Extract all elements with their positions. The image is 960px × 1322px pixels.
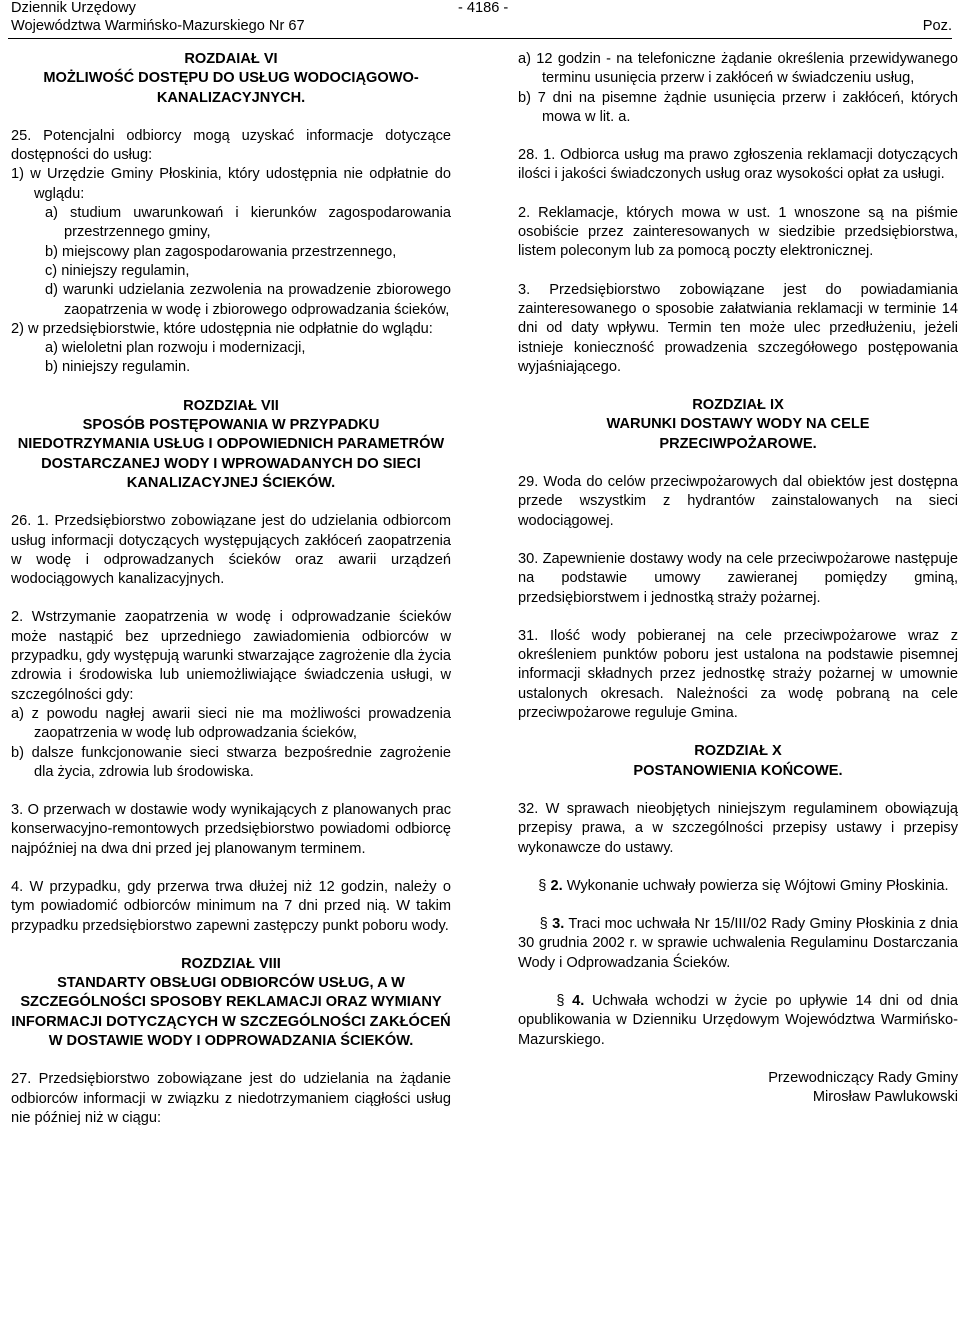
signature-name: Mirosław Pawlukowski (812, 1089, 958, 1106)
chapter-8-heading: STANDARTY OBSŁUGI ODBIORCÓW USŁUG, A W SZCZEGÓLNOŚCI SPOSOBY REKLAMACJI ORAZ WYMIANY INFORMACJI DOTYCZĄCYCH W SZCZEGÓLNOŚCI ZAKŁÓCEŃ W DOSTAWIE WODY I ODPROWADZANIA ŚCIEKÓW. (11, 975, 451, 1050)
paragraph-25-item-1c: c) niniejszy regulamin, (45, 262, 190, 279)
section-4 (518, 992, 958, 1050)
section-3-number: 3. (552, 916, 565, 933)
paragraph-26-2b: b) dalsze funkcjonowanie sieci stwarza bezpośrednie zagrożenie dla życia, zdrowia lub środowiska. (11, 744, 451, 780)
paragraph-31: 31. Ilość wody pobieranej na cele przeciwpożarowe wraz z określeniem punktów poboru jest ustalona na podstawie pisemnej informacji składnych przez jednostkę straży pożarnej w umownie ustalonych okresach. Należności za wodę pobraną na cele przeciwpożarowe reguluje Gmina. (518, 627, 958, 722)
section-sign-icon: § (518, 877, 551, 894)
paragraph-26-3: 3. O przerwach w dostawie wody wynikających z planowanych prac konserwacyjno-remontowych przedsiębiorstwo powiadomi odbiorcę najpóźniej na dwa dni przed jej planowanym terminem. (11, 802, 451, 857)
section-4-text: Uchwała wchodzi w życie po upływie 14 dni od dnia opublikowania w Dzienniku Urzędowym Województwa Warmińsko-Mazurskiego. (518, 992, 959, 1048)
paragraph-26-2: 2. Wstrzymanie zaopatrzenia w wodę i odprowadzanie ścieków może nastąpić bez uprzedniego zawiadomienia odbiorców w przypadku, gdy występują warunki stwarzające zagrożenie dla życia zdrowia i środowiska lub uniemożliwiające świadczenia usługi, w szczególności gdy: (11, 609, 451, 703)
paragraph-25-intro: 25. Potencjalni odbiorcy mogą uzyskać informacje dotyczące dostępności do usług: (11, 127, 451, 164)
paragraph-32: 32. W sprawach nieobjętych niniejszym regulaminem obowiązują przepisy prawa, a w szczególności przepisy ustawy i przepisy wykonawcze do ustawy. (518, 800, 958, 856)
chapter-10-title: ROZDZIAŁ X (694, 743, 782, 760)
paragraph-27b: b) 7 dni na pisemne żądnie usunięcia przerw i zakłóceń, których mowa w lit. a. (518, 89, 958, 125)
journal-name: Dziennik Urzędowy (11, 0, 136, 16)
page-header (0, 0, 960, 40)
signature-title: Przewodniczący Rady Gminy (768, 1069, 958, 1086)
paragraph-25-item-1a: a) studium uwarunkowań i kierunków zagospodarowania przestrzennego gminy, (45, 205, 451, 241)
paragraph-26-1: 26. 1. Przedsiębiorstwo zobowiązane jest do udzielania odbiorcom usług informacji dotyczących występujących zakłóceń zaopatrzenia w wodę i odprowadzanych ścieków oraz awarii urządzeń wodociągowych kanalizacyjnych. (11, 513, 451, 588)
section-sign-icon: § (518, 916, 553, 933)
paragraph-25-item-2: 2) w przedsiębiorstwie, które udostępnia nie odpłatnie do wglądu: (11, 320, 433, 337)
chapter-9-heading: WARUNKI DOSTAWY WODY NA CELE PRZECIWPOŻAROWE. (606, 416, 870, 452)
position-label: Poz. (922, 18, 952, 34)
paragraph-28-3: 3. Przedsiębiorstwo zobowiązane jest do powiadamiania zainteresowanego o sposobie załatwiania reklamacji w terminie 14 dni od daty wpływu. Termin ten może ulec przedłużeniu, jeżeli istnieje konieczność prowadzenia szczegółowego postępowania wyjaśniającego. (518, 281, 958, 375)
section-2-text: Wykonanie uchwały powierza się Wójtowi Gminy Płoskinia. (566, 877, 949, 894)
paragraph-26-4: 4. W przypadku, gdy przerwa trwa dłużej niż 12 godzin, należy o tym powiadomić odbiorców minimum na 7 dni przed nią. W takim przypadku przedsiębiorstwo zapewni zastępczy punkt poboru wody. (11, 878, 451, 934)
section-sign-icon: § (518, 992, 573, 1009)
header-rule (8, 38, 952, 39)
paragraph-27: 27. Przedsiębiorstwo zobowiązane jest do udzielania na żądanie odbiorców informacji w związku z niedotrzymaniem ciągłości usług nie później niż w ciągu: (11, 1071, 451, 1126)
paragraph-27a: a) 12 godzin - na telefoniczne żądanie określenia przewidywanego terminu usunięcia przerw i zakłóceń w świadczeniu usług, (518, 51, 958, 87)
chapter-6-heading-line-1: MOŻLIWOŚĆ DOSTĘPU DO USŁUG WODOCIĄGOWO- (43, 70, 419, 87)
paragraph-26-2a: a) z powodu nagłej awarii sieci nie ma możliwości prowadzenia zaopatrzenia w wodę lub odprowadzania ścieków, (11, 705, 451, 742)
journal-region: Województwa Warmińsko-Mazurskiego Nr 67 (11, 18, 305, 34)
paragraph-25-item-2b: b) niniejszy regulamin. (45, 359, 191, 376)
right-column (518, 50, 958, 1107)
chapter-6-heading-line-2: KANALIZACYJNYCH. (156, 89, 306, 106)
paragraph-28-1: 28. 1. Odbiorca usług ma prawo zgłoszenia reklamacji dotyczących ilości i jakości świadczonych usług oraz wysokości opłat za usługi. (518, 147, 958, 183)
left-column (11, 50, 451, 1128)
section-2-number: 2. (550, 877, 563, 894)
section-3 (518, 915, 958, 973)
paragraph-25-item-1d: d) warunki udzielania zezwolenia na prowadzenie zbiorowego zaopatrzenia w wodę i zbiorowego odprowadzania ścieków, (45, 282, 451, 318)
section-4-number: 4. (572, 992, 585, 1009)
chapter-7-title: ROZDZIAŁ VII (183, 397, 279, 414)
paragraph-25-item-1: 1) w Urzędzie Gminy Płoskinia, który udostępnia nie odpłatnie do wglądu: (11, 166, 451, 202)
chapter-10-heading: POSTANOWIENIA KOŃCOWE. (633, 762, 843, 779)
chapter-7-heading: SPOSÓB POSTĘPOWANIA W PRZYPADKU NIEDOTRZYMANIA USŁUG I ODPOWIEDNICH PARAMETRÓW DOSTARCZANEJ WODY I WPROWADANYCH DO SIECI KANALIZACYJNEJ ŚCIEKÓW. (17, 417, 445, 491)
chapter-9-title: ROZDZIAŁ IX (692, 397, 784, 414)
section-2 (518, 877, 958, 896)
chapter-6-title: ROZDAIAŁ VI (184, 51, 278, 67)
section-3-text: Traci moc uchwała Nr 15/III/02 Rady Gminy Płoskinia z dnia 30 grudnia 2002 r. w sprawie uchwalenia Regulaminu Dostarczania Wody i Odprowadzania Ścieków. (518, 916, 959, 971)
chapter-8-title: ROZDZIAŁ VIII (181, 955, 281, 972)
paragraph-25-item-1b: b) miejscowy plan zagospodarowania przestrzennego, (45, 243, 397, 260)
paragraph-25-item-2a: a) wieloletni plan rozwoju i modernizacji, (45, 340, 306, 357)
paragraph-30: 30. Zapewnienie dostawy wody na cele przeciwpożarowe następuje na podstawie umowy zawieranej pomiędzy gminą, przedsiębiorstwem i jednostką straży pożarnej. (518, 550, 958, 606)
page-number: - 4186 - (458, 0, 509, 16)
paragraph-29: 29. Woda do celów przeciwpożarowych dal obiektów jest dostępna przede wszystkim z hydrantów zainstalowanych na sieci wodociągowej. (518, 474, 958, 529)
paragraph-28-2: 2. Reklamacje, których mowa w ust. 1 wnoszone są na piśmie osobiście przez zainteresowanych w siedzibie przedsiębiorstwa, listem poleconym lub za pomocą poczty elektronicznej. (518, 204, 958, 260)
